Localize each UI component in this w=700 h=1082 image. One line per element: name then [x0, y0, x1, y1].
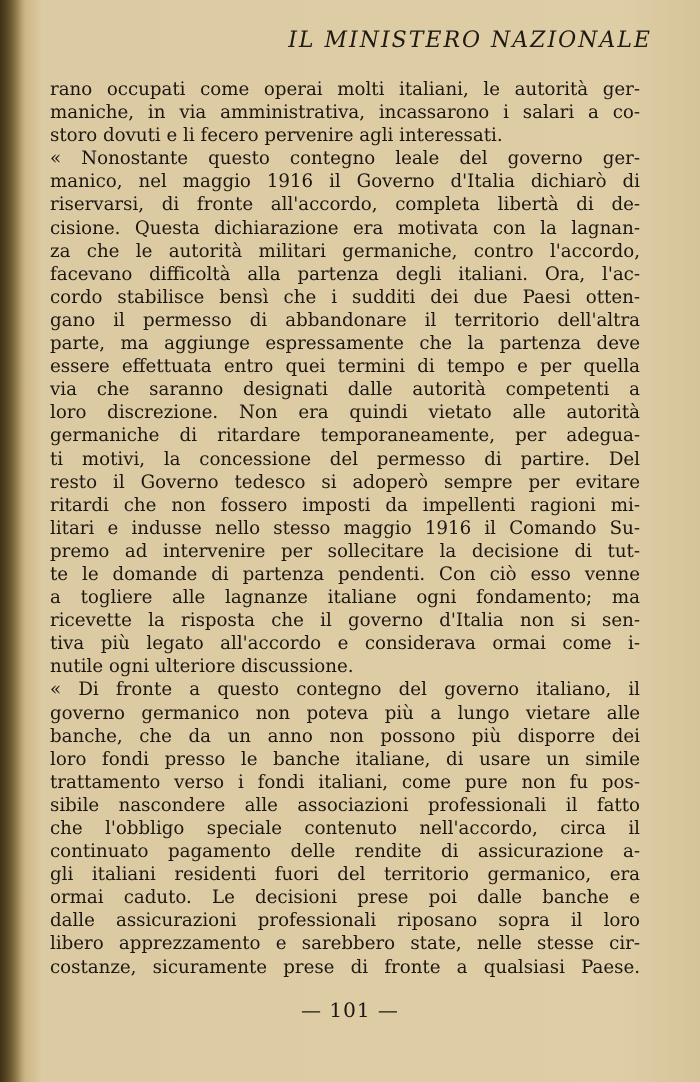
text-line: facevano difficoltà alla partenza degli italiani. Ora, l'ac- [50, 263, 640, 285]
text-line: premo ad intervenire per sollecitare la decisione di tut- [50, 540, 640, 562]
text-line: manico, nel maggio 1916 il Governo d'Italia dichiarò di [50, 171, 640, 193]
text-line: banche, che da un anno non possono più disporre dei [50, 725, 640, 747]
text-line: nutile ogni ulteriore discussione. [50, 656, 354, 678]
text-line: za che le autorità militari germaniche, contro l'accordo, [50, 240, 640, 262]
text-line: costanze, sicuramente prese di fronte a qualsiasi Paese. [50, 956, 640, 978]
text-line: parte, ma aggiunge espressamente che la partenza deve [50, 333, 640, 355]
text-line: rano occupati come operai molti italiani, le autorità ger- [50, 79, 640, 100]
text-line: via che saranno designati dalle autorità competenti a [50, 379, 640, 401]
text-line: maniche, in via amministrativa, incassarono i salari a co- [50, 102, 640, 124]
text-line: libero apprezzamento e sarebbero state, nelle stesse cir- [50, 933, 640, 955]
text-line: loro fondi presso le banche italiane, di usare un simile [50, 748, 640, 770]
text-line: « Nonostante questo contegno leale del governo ger- [50, 148, 640, 170]
text-line: germaniche di ritardare temporaneamente, per adegua- [50, 425, 640, 447]
text-line: ormai caduto. Le decisioni prese poi dalle banche e [50, 887, 640, 909]
text-line: « Di fronte a questo contegno del governo italiano, il [50, 679, 640, 701]
text-line: tiva più legato all'accordo e considerava ormai come i- [50, 633, 640, 655]
text-line: a togliere alle lagnanze italiane ogni fondamento; ma [50, 587, 640, 609]
text-line: essere effettuata entro quei termini di tempo e per quella [50, 356, 640, 378]
page-number: — 101 — [301, 998, 399, 1022]
text-line: storo dovuti e li fecero pervenire agli interessati. [50, 125, 503, 147]
text-line: resto il Governo tedesco si adoperò sempre per evitare [50, 471, 640, 493]
text-line: continuato pagamento delle rendite di assicurazione a- [50, 841, 640, 863]
text-line: trattamento verso i fondi italiani, come pure non fu pos- [50, 771, 640, 793]
text-line: che l'obbligo speciale contenuto nell'accordo, circa il [50, 818, 640, 839]
text-line: governo germanico non poteva più a lungo vietare alle [50, 702, 640, 724]
text-line: sibile nascondere alle associazioni professionali il fatto [50, 794, 640, 816]
text-line: cordo stabilisce bensì che i sudditi dei due Paesi otten- [50, 286, 640, 308]
text-line: te le domande di partenza pendenti. Con ciò esso venne [50, 563, 640, 585]
text-line: ritardi che non fossero imposti da impellenti ragioni mi- [50, 494, 640, 516]
text-line: cisione. Questa dichiarazione era motivata con la lagnan- [50, 217, 640, 239]
text-line: litari e indusse nello stesso maggio 1916 il Comando Su- [50, 517, 640, 539]
text-line: ricevette la risposta che il governo d'Italia non si sen- [50, 610, 640, 632]
body-text [50, 78, 640, 979]
text-line: loro discrezione. Non era quindi vietato alle autorità [50, 402, 640, 424]
text-line: gli italiani residenti fuori del territorio germanico, era [50, 864, 640, 886]
text-line: riservarsi, di fronte all'accordo, completa libertà di de- [50, 194, 640, 216]
text-line: gano il permesso di abbandonare il territorio dell'altra [50, 309, 640, 331]
text-line: dalle assicurazioni professionali riposano sopra il loro [50, 910, 640, 932]
spine-shadow [0, 0, 26, 1082]
text-line: ti motivi, la concessione del permesso di partire. Del [50, 448, 640, 470]
running-head: IL MINISTERO NAZIONALE [288, 28, 652, 53]
